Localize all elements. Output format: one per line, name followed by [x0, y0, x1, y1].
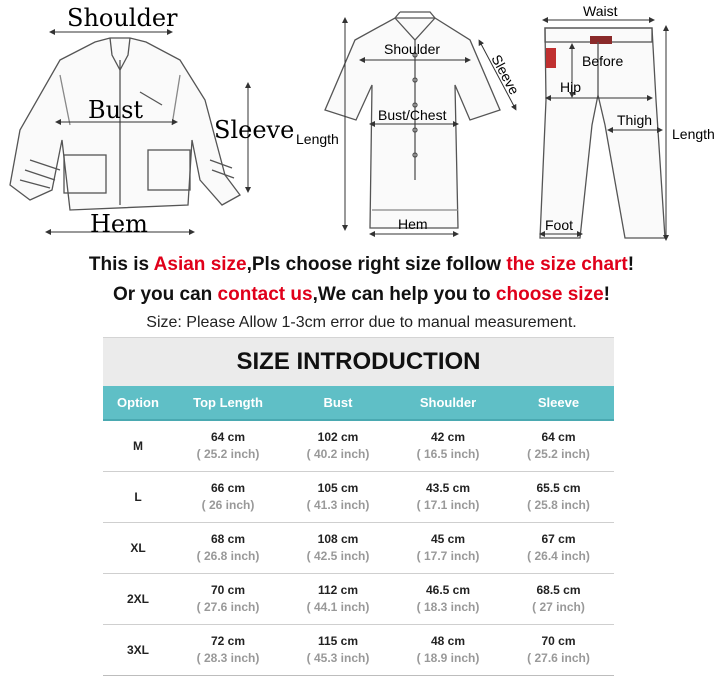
- sleeve-cell: [503, 582, 614, 616]
- top-length-inch: ( 27.6 inch): [196, 600, 260, 614]
- sleeve-cm: 65.5 cm: [536, 481, 581, 495]
- header-top-length: Top Length: [193, 395, 263, 410]
- bust-inch: ( 42.5 inch): [306, 549, 370, 563]
- shoulder-cm: 42 cm: [430, 430, 466, 444]
- jacket-diagram: [10, 38, 240, 210]
- sleeve-cm: 70 cm: [541, 634, 576, 648]
- table-row: [103, 574, 614, 625]
- header-sleeve: Sleeve: [537, 395, 580, 410]
- jacket-shoulder-label: Shoulder: [67, 4, 178, 32]
- top-length-inch: ( 26 inch): [201, 498, 255, 512]
- pants-hip-label: Hip: [560, 79, 582, 95]
- diagrams-svg: [0, 0, 723, 248]
- sleeve-cell: [503, 480, 614, 514]
- bust-inch: ( 41.3 inch): [306, 498, 370, 512]
- msg1-highlight-asian-size: Asian size: [153, 254, 247, 275]
- msg1-highlight-size-chart: the size chart: [506, 254, 628, 275]
- header-shoulder: Shoulder: [419, 395, 477, 410]
- top-length-cm: 70 cm: [210, 583, 246, 597]
- top-length-cm: 72 cm: [210, 634, 246, 648]
- bust-cell: [283, 480, 393, 514]
- bust-cell: [283, 582, 393, 616]
- contact-notice: [0, 284, 723, 306]
- msg2-highlight-choose-size: choose size: [495, 284, 604, 305]
- pants-thigh-label: Thigh: [617, 112, 653, 128]
- msg1-text-b: ,Pls choose right size follow: [246, 254, 507, 275]
- table-row: [103, 472, 614, 523]
- size-table: [103, 337, 614, 676]
- size-option: L: [134, 490, 142, 504]
- sleeve-inch: ( 27.6 inch): [527, 651, 590, 665]
- sleeve-cm: 68.5 cm: [536, 583, 581, 597]
- msg1-text-a: This is: [88, 254, 154, 275]
- bust-cm: 105 cm: [317, 481, 359, 495]
- shirt-bust-label: Bust/Chest: [378, 107, 447, 123]
- bust-cell: [283, 531, 393, 565]
- shirt-length-label: Length: [296, 131, 339, 147]
- pants-waist-label: Waist: [583, 3, 618, 19]
- shirt-sleeve-label: Sleeve: [488, 51, 523, 98]
- bust-cell: [283, 633, 393, 667]
- sleeve-cm: 67 cm: [541, 532, 576, 546]
- size-table-body: [103, 421, 614, 676]
- jacket-bust-label: Bust: [88, 96, 144, 124]
- bust-cell: [283, 429, 393, 463]
- shoulder-inch: ( 17.7 inch): [416, 549, 480, 563]
- top-length-cell: [173, 633, 283, 667]
- sleeve-inch: ( 26.4 inch): [527, 549, 590, 563]
- shoulder-cell: [393, 582, 503, 616]
- shoulder-cell: [393, 480, 503, 514]
- size-table-title: SIZE INTRODUCTION: [103, 337, 614, 386]
- measurement-error-note: Size: Please Allow 1-3cm error due to manual measurement.: [146, 314, 577, 331]
- size-option: M: [133, 439, 143, 453]
- shoulder-inch: ( 17.1 inch): [416, 498, 480, 512]
- shoulder-cm: 45 cm: [430, 532, 466, 546]
- asian-size-notice: [0, 254, 723, 276]
- shoulder-cm: 46.5 cm: [425, 583, 471, 597]
- sleeve-inch: ( 27 inch): [532, 600, 585, 614]
- top-length-cm: 66 cm: [210, 481, 246, 495]
- pants-foot-label: Foot: [545, 217, 574, 233]
- sleeve-cell: [503, 633, 614, 667]
- shirt-shoulder-label: Shoulder: [384, 41, 441, 57]
- sleeve-inch: ( 25.2 inch): [527, 447, 590, 461]
- sleeve-cm: 64 cm: [541, 430, 576, 444]
- size-option: XL: [130, 541, 146, 555]
- shoulder-cm: 48 cm: [430, 634, 466, 648]
- table-row: [103, 421, 614, 472]
- top-length-cm: 64 cm: [210, 430, 246, 444]
- size-option: 2XL: [126, 592, 149, 606]
- top-length-cell: [173, 429, 283, 463]
- msg2-text-b: ,We can help you to: [312, 284, 496, 305]
- msg1-text-c: !: [627, 254, 635, 275]
- shoulder-inch: ( 16.5 inch): [416, 447, 480, 461]
- size-table-header: [103, 386, 614, 421]
- pants-length-label: Length: [672, 126, 715, 142]
- top-length-cell: [173, 531, 283, 565]
- top-length-inch: ( 25.2 inch): [196, 447, 260, 461]
- msg2-highlight-contact-us: contact us: [217, 284, 313, 305]
- msg2-text-c: !: [603, 284, 610, 305]
- msg2-text-a: Or you can: [113, 284, 218, 305]
- bust-inch: ( 44.1 inch): [306, 600, 370, 614]
- top-length-inch: ( 28.3 inch): [196, 651, 260, 665]
- table-row: [103, 523, 614, 574]
- measurement-diagrams: [0, 0, 723, 248]
- shoulder-inch: ( 18.9 inch): [416, 651, 480, 665]
- shoulder-cm: 43.5 cm: [425, 481, 471, 495]
- header-option: Option: [117, 395, 159, 410]
- shoulder-cell: [393, 633, 503, 667]
- jacket-hem-label: Hem: [90, 210, 148, 238]
- bust-cm: 102 cm: [317, 430, 359, 444]
- bust-cm: 115 cm: [317, 634, 359, 648]
- shirt-hem-label: Hem: [398, 216, 428, 232]
- top-length-cm: 68 cm: [210, 532, 246, 546]
- pants-before-label: Before: [582, 53, 624, 69]
- bust-cm: 108 cm: [317, 532, 359, 546]
- shoulder-inch: ( 18.3 inch): [416, 600, 480, 614]
- bust-inch: ( 40.2 inch): [306, 447, 370, 461]
- top-length-inch: ( 26.8 inch): [196, 549, 260, 563]
- bust-cm: 112 cm: [317, 583, 359, 597]
- shoulder-cell: [393, 531, 503, 565]
- top-length-cell: [173, 480, 283, 514]
- jacket-sleeve-label: Sleeve: [214, 116, 295, 144]
- bust-inch: ( 45.3 inch): [306, 651, 370, 665]
- sleeve-cell: [503, 429, 614, 463]
- sleeve-inch: ( 25.8 inch): [527, 498, 590, 512]
- sleeve-cell: [503, 531, 614, 565]
- size-option: 3XL: [126, 643, 149, 657]
- table-row: [103, 625, 614, 676]
- top-length-cell: [173, 582, 283, 616]
- header-bust: Bust: [323, 395, 353, 410]
- shoulder-cell: [393, 429, 503, 463]
